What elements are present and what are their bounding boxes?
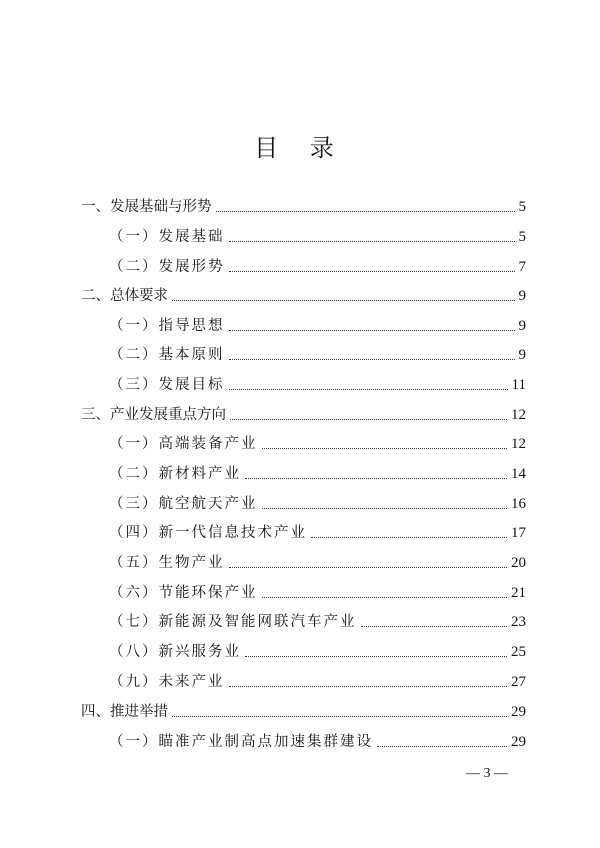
dot-leader: [262, 447, 508, 449]
toc-entry-page: 29: [511, 734, 526, 750]
toc-entry[interactable]: [81, 700, 526, 722]
dot-leader: [172, 715, 507, 717]
dot-leader: [230, 418, 507, 420]
toc-entry[interactable]: [109, 462, 526, 484]
toc-entry[interactable]: [109, 730, 526, 752]
toc-entry-label: （三）发展目标: [109, 377, 225, 393]
toc-entry-page: 21: [511, 585, 526, 601]
toc-entry-page: 11: [511, 377, 526, 393]
toc-entry[interactable]: [109, 610, 526, 632]
toc-entry-label: （一）瞄准产业制高点加速集群建设: [109, 734, 373, 750]
page-title: 目 录: [254, 134, 346, 162]
toc-entry-page: 12: [511, 436, 526, 452]
dot-leader: [172, 299, 515, 301]
toc-entry-page: 14: [511, 466, 526, 482]
dot-leader: [311, 536, 507, 538]
toc-entry[interactable]: [109, 640, 526, 662]
toc-entry-label: （七）新能源及智能网联汽车产业: [109, 614, 357, 630]
dot-leader: [229, 388, 508, 390]
dot-leader: [245, 477, 507, 479]
toc-entry[interactable]: [109, 343, 526, 365]
toc-entry-label: 一、发展基础与形势: [81, 199, 212, 215]
dot-leader: [377, 745, 507, 747]
toc-entry-label: 二、总体要求: [81, 288, 168, 304]
toc-entry[interactable]: [109, 373, 526, 395]
toc-entry-page: 17: [511, 525, 526, 541]
toc-entry-label: （二）新材料产业: [109, 466, 241, 482]
toc-entry-label: 三、产业发展重点方向: [81, 407, 226, 423]
toc-entry[interactable]: [109, 551, 526, 573]
dot-leader: [229, 566, 508, 568]
toc-entry-page: 9: [518, 318, 526, 334]
toc-entry-page: 16: [511, 496, 526, 512]
toc-entry-label: （九）未来产业: [109, 674, 225, 690]
toc-entry[interactable]: [109, 492, 526, 514]
dot-leader: [262, 507, 508, 509]
toc-entry-page: 25: [511, 644, 526, 660]
toc-entry-label: （四）新一代信息技术产业: [109, 525, 307, 541]
toc-entry[interactable]: [109, 225, 526, 247]
toc-entry-label: （六）节能环保产业: [109, 585, 258, 601]
toc-entry-page: 9: [518, 288, 526, 304]
toc-entry-page: 12: [511, 407, 526, 423]
toc-entry[interactable]: [81, 284, 526, 306]
toc-entry-label: （二）基本原则: [109, 347, 225, 363]
toc-entry[interactable]: [109, 670, 526, 692]
toc-entry-label: （八）新兴服务业: [109, 644, 241, 660]
dot-leader: [229, 329, 515, 331]
toc-entry-label: （一）发展基础: [109, 229, 225, 245]
toc-entry[interactable]: [109, 432, 526, 454]
dot-leader: [245, 655, 507, 657]
toc-entry-label: （一）高端装备产业: [109, 436, 258, 452]
toc-entry-page: 23: [511, 614, 526, 630]
toc-entry[interactable]: [81, 403, 526, 425]
toc-entry-page: 29: [511, 704, 526, 720]
toc-entry-label: （三）航空航天产业: [109, 496, 258, 512]
dot-leader: [216, 210, 515, 212]
toc-entry[interactable]: [109, 521, 526, 543]
toc-entry-page: 5: [518, 199, 526, 215]
dot-leader: [262, 596, 508, 598]
toc-entry[interactable]: [109, 581, 526, 603]
toc-entry[interactable]: [109, 255, 526, 277]
toc-entry-label: （五）生物产业: [109, 555, 225, 571]
dot-leader: [229, 240, 515, 242]
toc-entry[interactable]: [81, 195, 526, 217]
dot-leader: [229, 358, 515, 360]
toc-entry-page: 5: [518, 229, 526, 245]
dot-leader: [229, 685, 508, 687]
toc-entry-page: 9: [518, 347, 526, 363]
toc-entry-label: （一）指导思想: [109, 318, 225, 334]
page-number-footer: — 3 —: [466, 766, 508, 781]
toc-entry[interactable]: [109, 314, 526, 336]
toc-entry-label: （二）发展形势: [109, 259, 225, 275]
toc-entry-page: 27: [511, 674, 526, 690]
toc-entry-label: 四、推进举措: [81, 704, 168, 720]
toc-entry-page: 7: [518, 259, 526, 275]
toc-entry-page: 20: [511, 555, 526, 571]
dot-leader: [229, 270, 515, 272]
dot-leader: [361, 625, 508, 627]
